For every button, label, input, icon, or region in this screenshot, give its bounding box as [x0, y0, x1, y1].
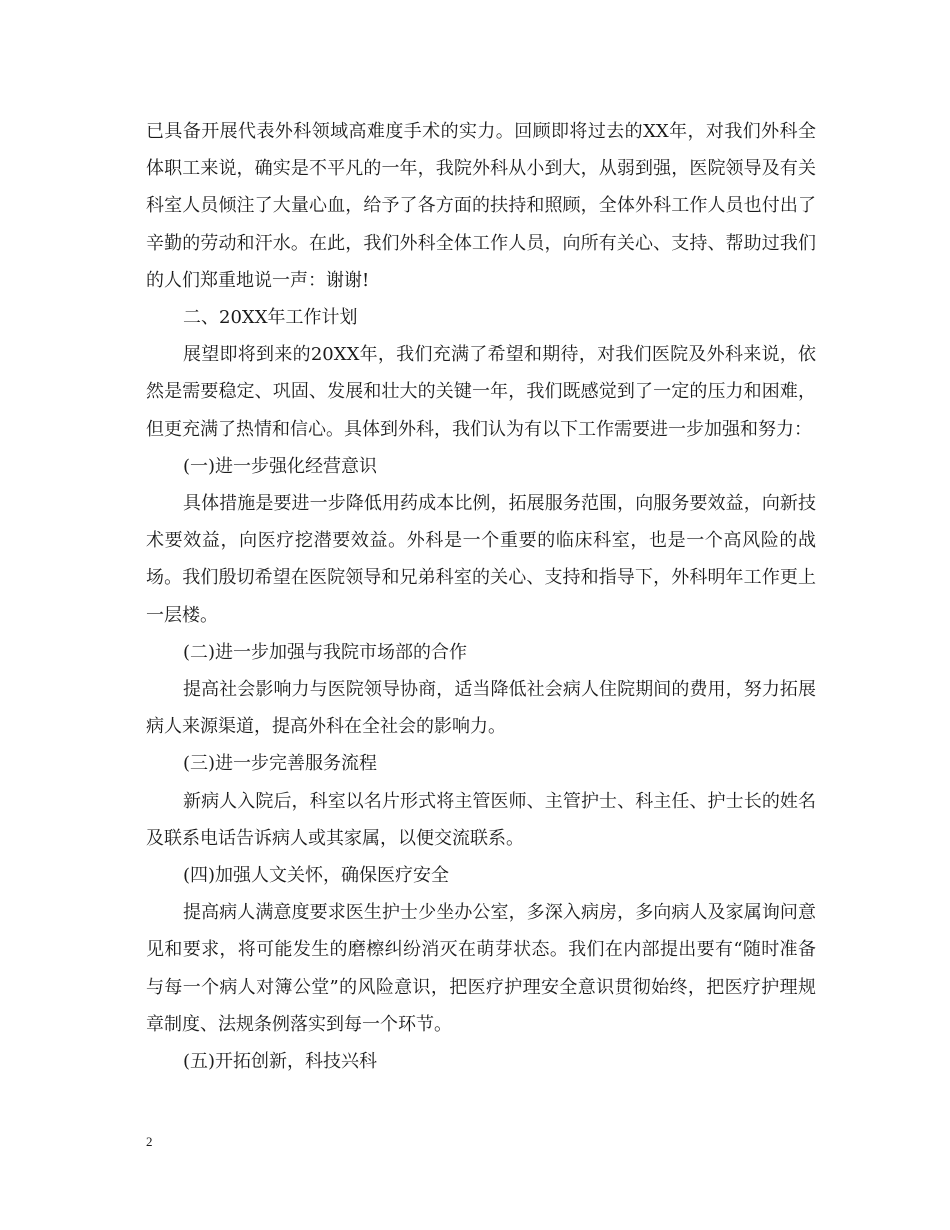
- subheading-market-cooperation: (二)进一步加强与我院市场部的合作: [183, 641, 468, 663]
- subheading-service-process: (三)进一步完善服务流程: [183, 753, 378, 775]
- page-number: 2: [146, 1134, 153, 1149]
- document-body: [146, 113, 816, 1080]
- section-heading-work-plan: 二、20XX年工作计划: [183, 307, 358, 329]
- paragraph-outlook: 展望即将到来的20XX年，我们充满了希望和期待，对我们医院及外科来说，依然是需要稳定、巩固、发展和壮大的关键一年，我们既感觉到了一定的压力和困难，但更充满了热情和信心。具体到外科，我们认为有以下工作需要进一步加强和努力：: [146, 344, 816, 440]
- paragraph-new-patient: 新病人入院后，科室以名片形式将主管医师、主管护士、科主任、护士长的姓名及联系电话告诉病人或其家属，以便交流联系。: [146, 790, 816, 849]
- paragraph-social-influence: 提高社会影响力与医院领导协商，适当降低社会病人住院期间的费用，努力拓展病人来源渠道，提高外科在全社会的影响力。: [146, 679, 816, 738]
- subheading-management-awareness: (一)进一步强化经营意识: [183, 455, 378, 477]
- subheading-innovation: (五)开拓创新，科技兴科: [183, 1051, 378, 1073]
- paragraph-patient-satisfaction: 提高病人满意度要求医生护士少坐办公室，多深入病房，多向病人及家属询问意见和要求，将可能发生的磨檫纠纷消灭在萌芽状态。我们在内部提出要有“随时准备与每一个病人对簿公堂”的风险意识，把医疗护理安全意识贯彻始终，把医疗护理规章制度、法规条例落实到每一个环节。: [146, 902, 816, 1035]
- paragraph-surgery-review: 已具备开展代表外科领域高难度手术的实力。回顾即将过去的XX年，对我们外科全体职工来说，确实是不平凡的一年，我院外科从小到大，从弱到强，医院领导及有关科室人员倾注了大量心血，给予了各方面的扶持和照顾，全体外科工作人员也付出了辛勤的劳动和汗水。在此，我们外科全体工作人员，向所有关心、支持、帮助过我们的人们郑重地说一声：谢谢!: [146, 121, 816, 291]
- subheading-humanistic-care: (四)加强人文关怀，确保医疗安全: [183, 865, 450, 887]
- paragraph-measures: 具体措施是要进一步降低用药成本比例，拓展服务范围，向服务要效益，向新技术要效益，向医疗挖潜要效益。外科是一个重要的临床科室，也是一个高风险的战场。我们殷切希望在医院领导和兄弟科室的关心、支持和指导下，外科明年工作更上一层楼。: [146, 493, 816, 626]
